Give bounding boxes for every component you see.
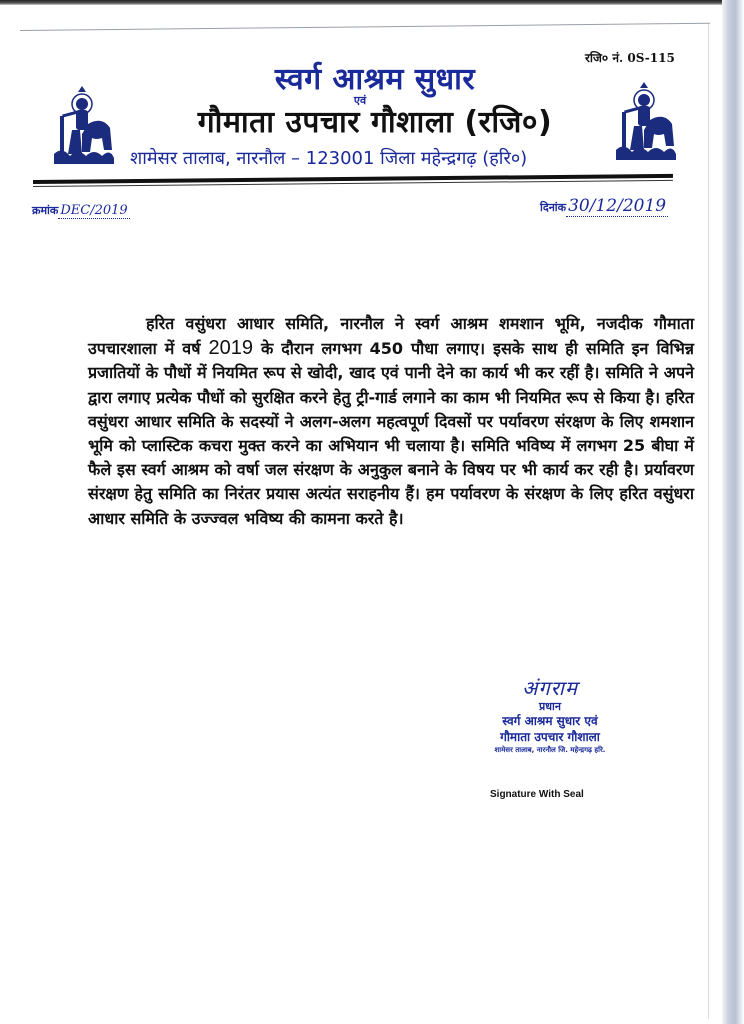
body-text-part: के दौरान लगभग 450 पौधा लगाए। इसके साथ ही समिति इन विभिन्न प्रजातियों के पौधों में नियमित रूप से खोदी, खाद एवं पानी देने का कार्य भी कर रहीं है। समिति ने अपने द्वारा लगाए प्रत्येक पौधों को सुरक्षित करने हेतु ट्री-गार्ड लगाने का काम भी नियमित रूप से किया है। हरित वसुंधरा आधार समिति के सदस्यों ने अलग-अलग महत्वपूर्ण दिवसों पर पर्यावरण संरक्षण के लिए शमशान भूमि को प्लास्टिक कचरा मुक्त करने का अभियान भी चलाया है। समिति भविष्य में लगभग 25 बीघा में फैले इस स्वर्ग आश्रम को वर्षा जल संरक्षण के अनुकुल बनाने के विषय पर भी कार्य कर रही है। प्रर्यावरण संरक्षण हेतु समिति का निरंतर प्रयास अत्यंत सराहनीय हैं। हम पर्यावरण के संरक्षण के लिए हरित वसुंधरा आधार समिति के उज्ज्वल भविष्य की कामना करते है। bbox=[88, 339, 694, 528]
body-paragraph bbox=[88, 312, 694, 531]
title-conjunction: एवं bbox=[353, 94, 367, 107]
organization-subtitle: गौमाता उपचार गौशाला (रजि०) bbox=[197, 105, 553, 140]
signature-seal bbox=[470, 676, 630, 756]
scan-border-top bbox=[0, 0, 744, 5]
letter-date bbox=[540, 196, 668, 216]
body-year: 2019 bbox=[208, 337, 253, 360]
handwritten-signature: अंगराम bbox=[522, 676, 578, 700]
organization-title: स्वर्ग आश्रम सुधार bbox=[274, 62, 476, 97]
signature-caption: Signature With Seal bbox=[490, 789, 584, 800]
page-fold-line bbox=[20, 23, 710, 31]
organization-address: शामेसर तालाब, नारनौल – 123001 जिला महेन्द्रगढ़ (हरि०) bbox=[130, 148, 528, 169]
seal-address: शामेसर तालाब, नारनौल जि. महेन्द्रगढ़ हरि. bbox=[494, 746, 606, 754]
reference-number bbox=[32, 203, 130, 218]
letter-body bbox=[88, 312, 694, 531]
krishna-with-cow-icon bbox=[52, 86, 116, 166]
page-edge bbox=[708, 24, 709, 1019]
seal-org-line1: स्वर्ग आश्रम सुधार एवं bbox=[502, 714, 598, 728]
date-value: 30/12/2019 bbox=[568, 196, 667, 216]
signatory-role: प्रधान bbox=[539, 700, 561, 713]
body-text-part: हरित वसुंधरा आधार समिति, नारनौल ने स्वर्ग आश्रम शमशान भूमि, नजदीक गौमाता उपचारशाला में वर्ष bbox=[88, 314, 694, 359]
date-label: दिनांक bbox=[540, 201, 567, 214]
reference-number-label: क्रमांक bbox=[32, 204, 59, 217]
registration-number: रजि० नं. 0S-115 bbox=[585, 51, 675, 65]
reference-number-value: DEC/2019 bbox=[60, 203, 128, 218]
krishna-with-cow-icon bbox=[614, 82, 678, 162]
scan-border-right bbox=[722, 0, 744, 1024]
seal-org-line2: गौमाता उपचार गौशाला bbox=[500, 730, 600, 744]
